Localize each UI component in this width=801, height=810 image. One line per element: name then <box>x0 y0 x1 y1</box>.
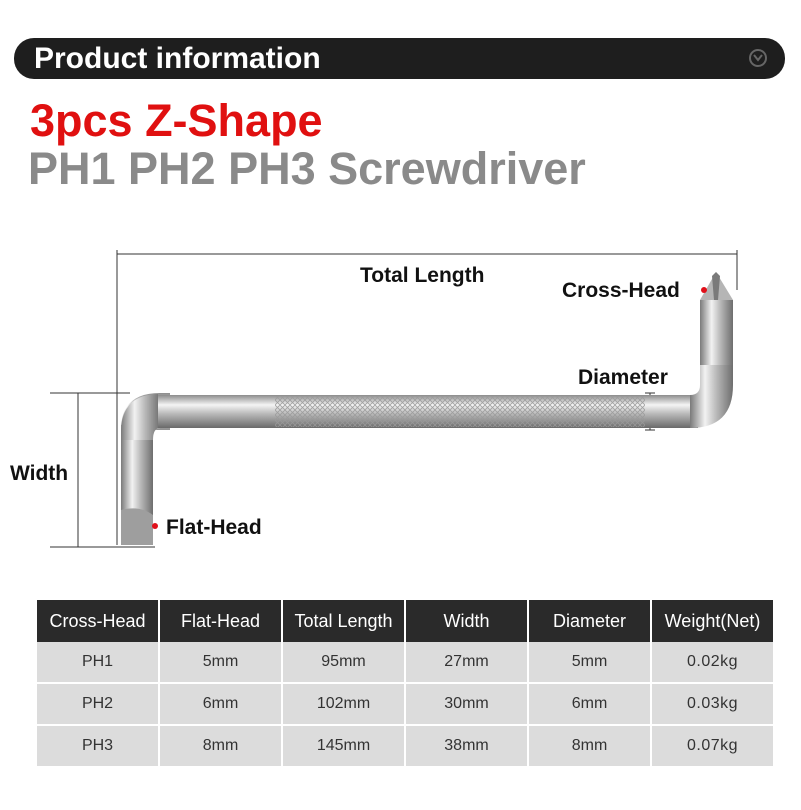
table-header-row <box>37 600 773 642</box>
table-row <box>37 684 773 726</box>
header-width: Width <box>406 600 527 642</box>
cross-head-label: Cross-Head <box>562 279 680 302</box>
cell-weight: 0.02kg <box>652 642 773 684</box>
table-row <box>37 642 773 684</box>
cell-width: 38mm <box>406 726 527 768</box>
cross-head-marker <box>701 287 707 293</box>
cell-flat-head: 8mm <box>160 726 281 768</box>
header-cross-head: Cross-Head <box>37 600 158 642</box>
cell-total-length: 102mm <box>283 684 404 726</box>
screwdriver-shape <box>121 272 733 545</box>
cell-cross-head: PH2 <box>37 684 158 726</box>
cell-cross-head: PH3 <box>37 726 158 768</box>
cell-flat-head: 6mm <box>160 684 281 726</box>
cell-weight: 0.03kg <box>652 684 773 726</box>
flat-head-marker <box>152 523 158 529</box>
table-row <box>37 726 773 768</box>
product-title-line2: PH1 PH2 PH3 Screwdriver <box>28 143 586 194</box>
header-flat-head: Flat-Head <box>160 600 281 642</box>
cell-diameter: 8mm <box>529 726 650 768</box>
header-weight: Weight(Net) <box>652 600 773 642</box>
header-total-length: Total Length <box>283 600 404 642</box>
header-title: Product information <box>34 42 321 75</box>
spec-table <box>35 600 775 768</box>
cell-diameter: 5mm <box>529 642 650 684</box>
cell-total-length: 95mm <box>283 642 404 684</box>
cell-cross-head: PH1 <box>37 642 158 684</box>
cell-total-length: 145mm <box>283 726 404 768</box>
cell-weight: 0.07kg <box>652 726 773 768</box>
cell-width: 27mm <box>406 642 527 684</box>
product-title-line1: 3pcs Z-Shape <box>30 95 323 146</box>
header-diameter: Diameter <box>529 600 650 642</box>
cell-flat-head: 5mm <box>160 642 281 684</box>
cell-width: 30mm <box>406 684 527 726</box>
cell-diameter: 6mm <box>529 684 650 726</box>
width-label: Width <box>10 462 69 485</box>
diameter-label: Diameter <box>578 366 668 389</box>
total-length-label: Total Length <box>360 264 485 287</box>
flat-head-label: Flat-Head <box>166 516 262 539</box>
